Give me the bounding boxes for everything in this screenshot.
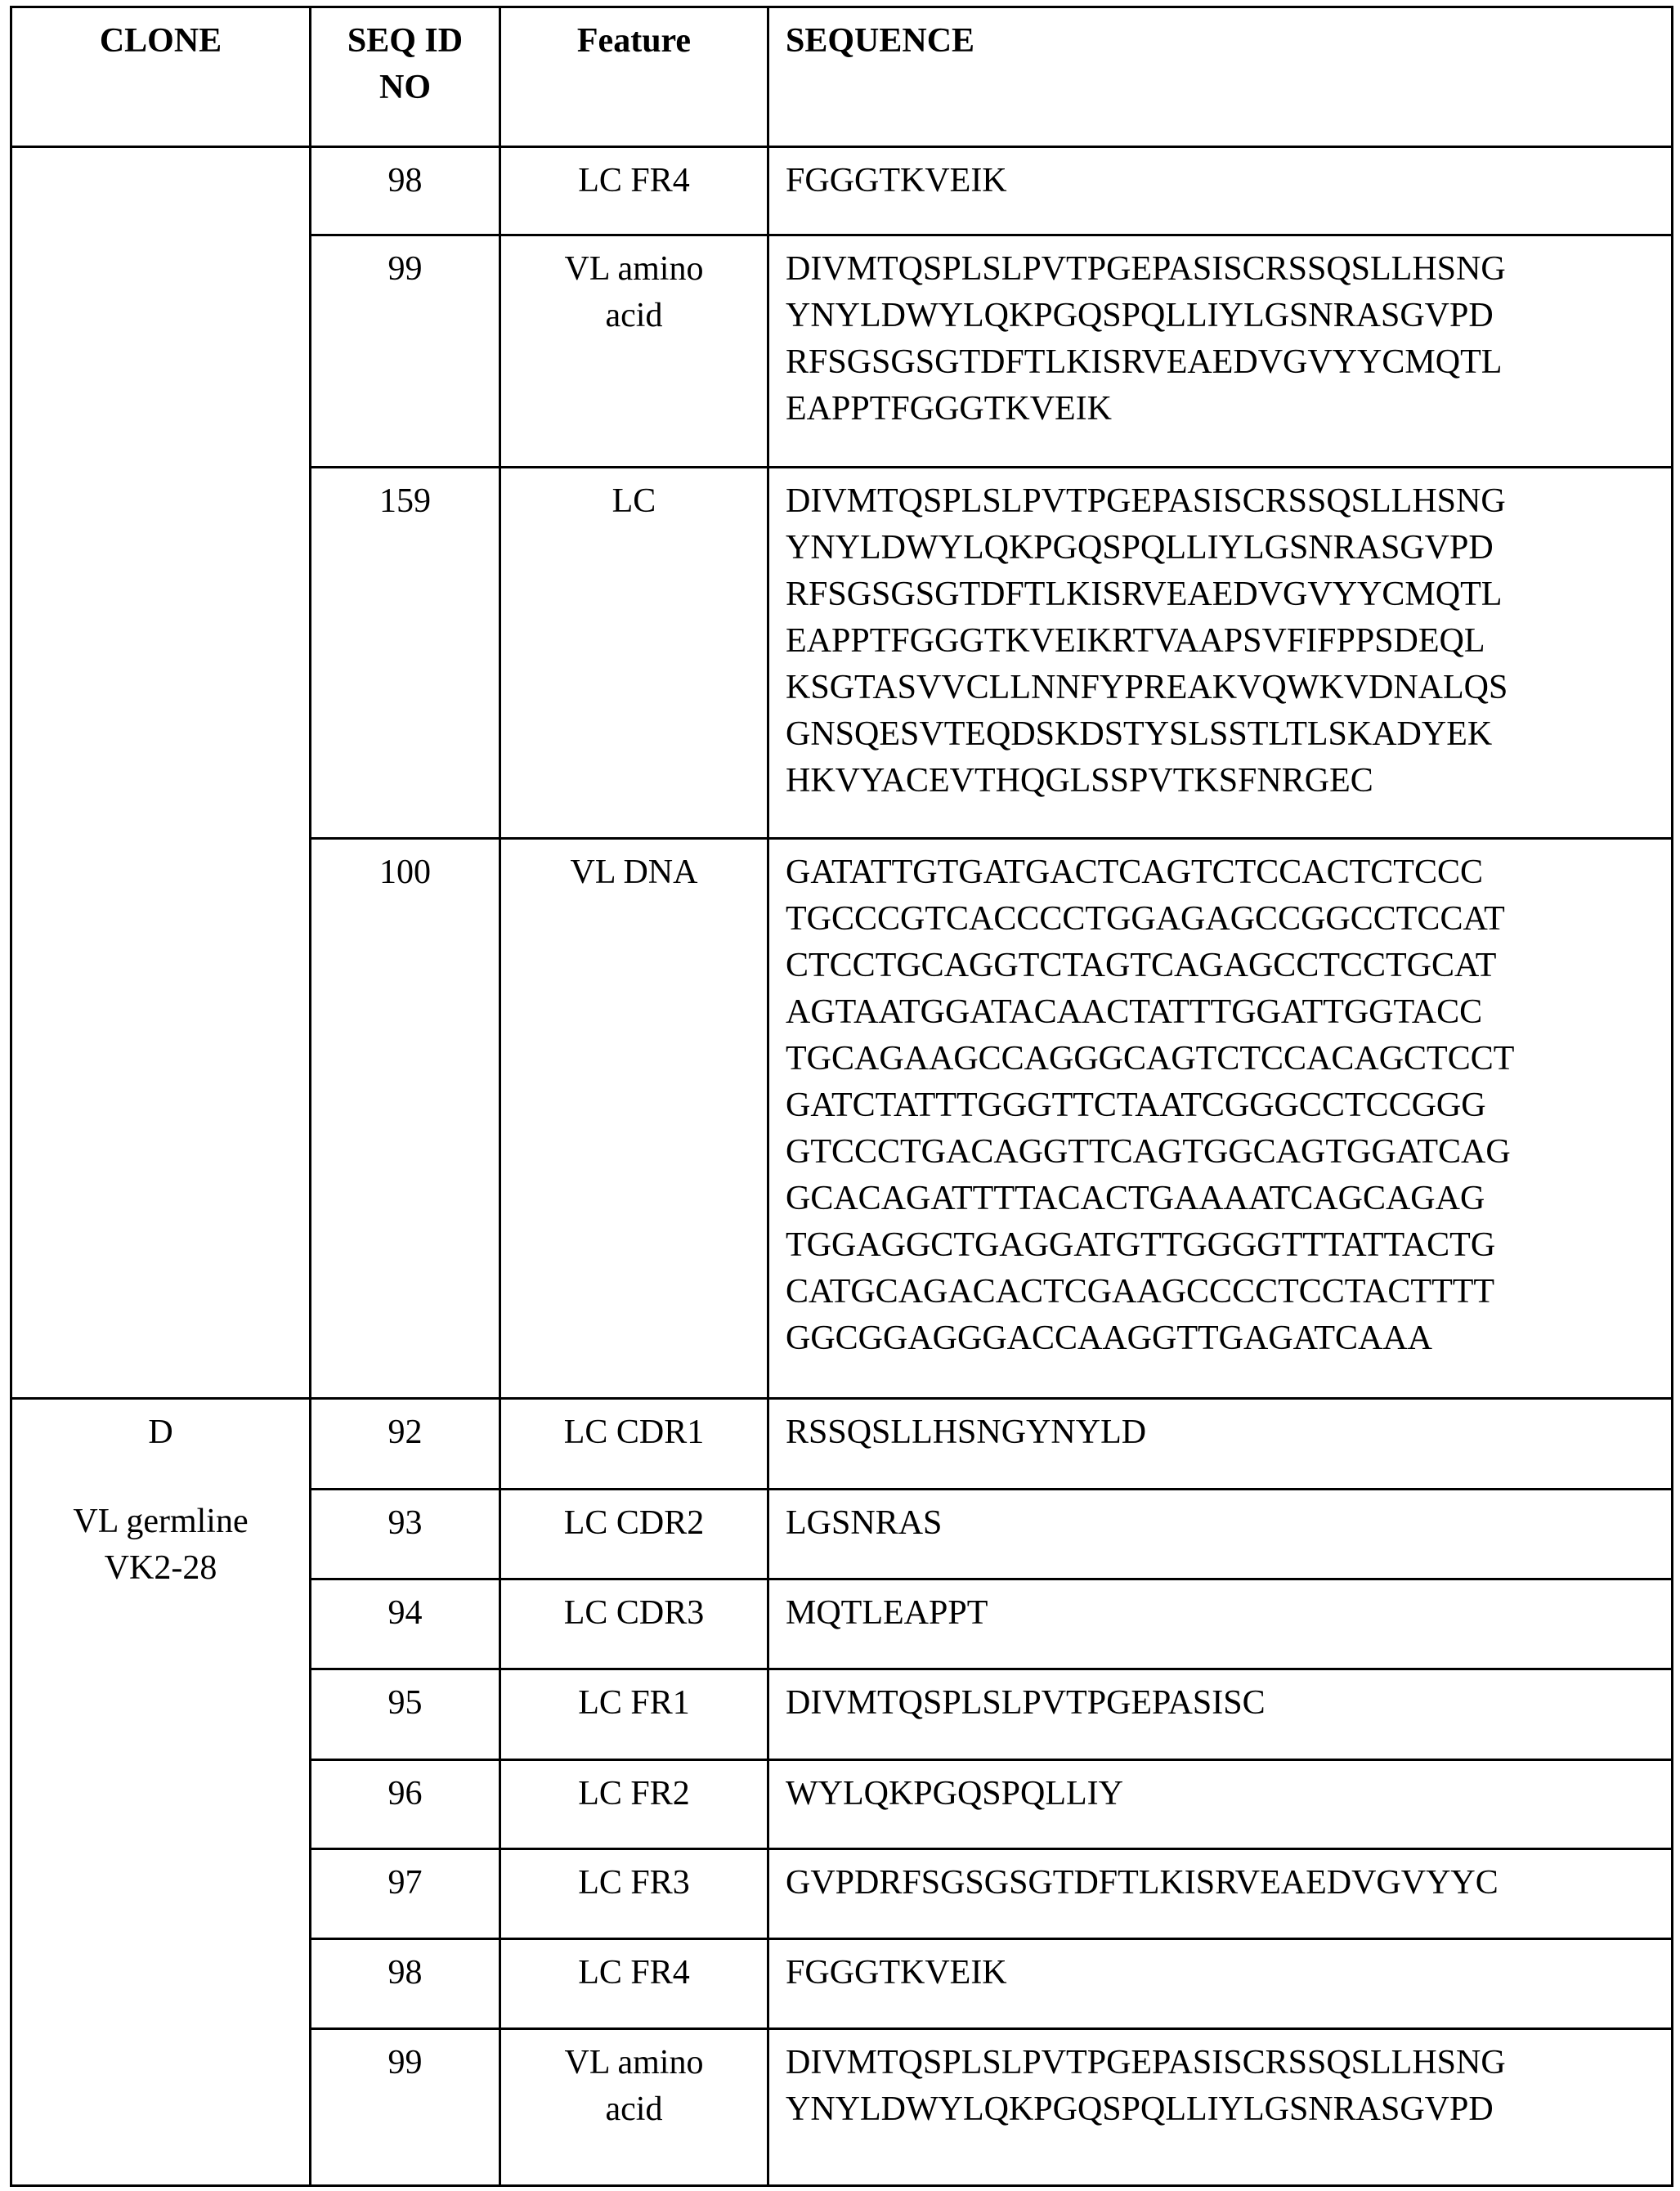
sequence-line: RSSQSLLHSNGYNYLD <box>786 1414 1147 1451</box>
feature-cell-text: LC CDR1 <box>563 1414 705 1451</box>
seq-id-cell-text: 98 <box>388 1954 423 1992</box>
header-feature <box>500 7 768 147</box>
feature-cell <box>500 1760 768 1849</box>
feature-cell-text: LC CDR2 <box>563 1504 705 1542</box>
feature-cell-text: LC FR4 <box>578 162 690 199</box>
feature-cell-text: VL DNA <box>570 854 698 891</box>
seq-id-cell <box>311 235 500 468</box>
seq-id-cell-text: 100 <box>379 854 431 891</box>
seq-id-cell <box>311 1490 500 1579</box>
seq-id-cell <box>311 2029 500 2186</box>
seq-id-cell-text: 96 <box>388 1775 423 1812</box>
feature-cell <box>500 1669 768 1760</box>
sequence-table <box>10 6 1673 2187</box>
seq-id-cell-text: 93 <box>388 1504 423 1542</box>
feature-cell-text: LC FR1 <box>578 1684 690 1722</box>
seq-id-cell <box>311 1399 500 1490</box>
seq-id-cell <box>311 1939 500 2029</box>
sequence-line: KSGTASVVCLLNNFYPREAKVQWKVDNALQS <box>786 669 1508 706</box>
seq-id-cell-text: 159 <box>379 482 431 520</box>
seq-id-cell <box>311 1849 500 1939</box>
sequence-line: YNYLDWYLQKPGQSPQLLIYLGSNRASGVPD <box>786 529 1494 567</box>
sequence-line: FGGGTKVEIK <box>786 162 1007 199</box>
sequence-line: GVPDRFSGSGSGTDFTLKISRVEAEDVGVYYC <box>786 1864 1499 1902</box>
sequence-line: WYLQKPGQSPQLLIY <box>786 1775 1123 1812</box>
sequence-cell <box>768 1399 1673 1490</box>
feature-cell <box>500 147 768 235</box>
sequence-cell <box>768 468 1673 839</box>
sequence-line: GNSQESVTEQDSKDSTYSLSSTLTLSKADYEK <box>786 715 1493 753</box>
feature-cell <box>500 2029 768 2186</box>
clone-cell <box>11 147 311 1399</box>
sequence-line: EAPPTFGGGTKVEIK <box>786 390 1112 428</box>
feature-cell-text: LC CDR3 <box>563 1594 705 1632</box>
sequence-line: GATATTGTGATGACTCAGTCTCCACTCTCCC <box>786 854 1484 891</box>
sequence-line: DIVMTQSPLSLPVTPGEPASISCRSSQSLLHSNG <box>786 250 1506 288</box>
sequence-line: RFSGSGSGTDFTLKISRVEAEDVGVYYCMQTL <box>786 576 1503 613</box>
sequence-line: EAPPTFGGGTKVEIKRTVAAPSVFIFPPSDEQL <box>786 622 1485 660</box>
sequence-cell <box>768 147 1673 235</box>
seq-id-cell-text: 98 <box>388 162 423 199</box>
seq-id-cell-text: 94 <box>388 1594 423 1632</box>
feature-cell-text: LC FR3 <box>578 1864 690 1902</box>
sequence-line: TGGAGGCTGAGGATGTTGGGGTTTATTACTG <box>786 1226 1496 1264</box>
feature-cell-text: LC <box>612 482 656 520</box>
feature-cell-text: LC FR4 <box>578 1954 690 1992</box>
header-clone <box>11 7 311 147</box>
seq-id-cell-text: 99 <box>388 2044 423 2081</box>
sequence-cell <box>768 1579 1673 1669</box>
seq-id-cell-text: 97 <box>388 1864 423 1902</box>
sequence-cell <box>768 1490 1673 1579</box>
feature-cell <box>500 839 768 1399</box>
seq-id-cell-text: 95 <box>388 1684 423 1722</box>
sequence-line: FGGGTKVEIK <box>786 1954 1007 1992</box>
sequence-line: DIVMTQSPLSLPVTPGEPASISCRSSQSLLHSNG <box>786 482 1506 520</box>
feature-cell <box>500 1579 768 1669</box>
header-row <box>11 7 1673 147</box>
feature-cell-text: VL amino acid <box>564 250 704 334</box>
sequence-line: GATCTATTTGGGTTCTAATCGGGCCTCCGGG <box>786 1087 1486 1124</box>
header-seq-id <box>311 7 500 147</box>
seq-id-cell <box>311 839 500 1399</box>
feature-cell <box>500 1399 768 1490</box>
sequence-line: YNYLDWYLQKPGQSPQLLIYLGSNRASGVPD <box>786 297 1494 334</box>
sequence-cell <box>768 2029 1673 2186</box>
header-sequence-label: SEQUENCE <box>786 22 975 60</box>
seq-id-cell <box>311 468 500 839</box>
header-feature-label: Feature <box>576 22 692 60</box>
table-row <box>11 1399 1673 1490</box>
sequence-line: TGCAGAAGCCAGGGCAGTCTCCACAGCTCCT <box>786 1040 1515 1078</box>
sequence-cell <box>768 1939 1673 2029</box>
feature-cell-text: VL amino acid <box>564 2044 704 2128</box>
sequence-cell <box>768 839 1673 1399</box>
feature-cell <box>500 1939 768 2029</box>
sequence-line: AGTAATGGATACAACTATTTGGATTGGTACC <box>786 993 1483 1031</box>
seq-id-cell-text: 99 <box>388 250 423 288</box>
sequence-line: TGCCCGTCACCCCTGGAGAGCCGGCCTCCAT <box>786 900 1505 938</box>
seq-id-cell <box>311 1760 500 1849</box>
feature-cell <box>500 1490 768 1579</box>
clone-cell <box>11 1399 311 2186</box>
sequence-line: CATGCAGACACTCGAAGCCCCTCCTACTTTT <box>786 1273 1495 1311</box>
header-seq-id-label: SEQ ID NO <box>347 22 464 106</box>
feature-cell <box>500 1849 768 1939</box>
header-sequence <box>768 7 1673 147</box>
sequence-line: RFSGSGSGTDFTLKISRVEAEDVGVYYCMQTL <box>786 343 1503 381</box>
clone-label: D <box>148 1414 173 1451</box>
sequence-line: DIVMTQSPLSLPVTPGEPASISC <box>786 1684 1266 1722</box>
feature-cell <box>500 235 768 468</box>
sequence-line: YNYLDWYLQKPGQSPQLLIYLGSNRASGVPD <box>786 2090 1494 2128</box>
sequence-line: HKVYACEVTHQGLSSPVTKSFNRGEC <box>786 762 1373 800</box>
clone-sublabel: VL germline VK2-28 <box>73 1503 249 1587</box>
sequence-line: LGSNRAS <box>786 1504 943 1542</box>
feature-cell <box>500 468 768 839</box>
sequence-line: CTCCTGCAGGTCTAGTCAGAGCCTCCTGCAT <box>786 947 1497 984</box>
seq-id-cell <box>311 1669 500 1760</box>
sequence-line: GTCCCTGACAGGTTCAGTGGCAGTGGATCAG <box>786 1133 1511 1171</box>
table-row <box>11 147 1673 235</box>
seq-id-cell-text: 92 <box>388 1414 423 1451</box>
sequence-line: GGCGGAGGGACCAAGGTTGAGATCAAA <box>786 1320 1432 1357</box>
header-clone-label: CLONE <box>99 22 222 60</box>
feature-cell-text: LC FR2 <box>578 1775 690 1812</box>
sequence-cell <box>768 1849 1673 1939</box>
seq-id-cell <box>311 147 500 235</box>
sequence-line: GCACAGATTTTACACTGAAAATCAGCAGAG <box>786 1180 1485 1217</box>
sequence-cell <box>768 1760 1673 1849</box>
sequence-line: MQTLEAPPT <box>786 1594 988 1632</box>
sequence-cell <box>768 235 1673 468</box>
seq-id-cell <box>311 1579 500 1669</box>
sequence-cell <box>768 1669 1673 1760</box>
sequence-line: DIVMTQSPLSLPVTPGEPASISCRSSQSLLHSNG <box>786 2044 1506 2081</box>
